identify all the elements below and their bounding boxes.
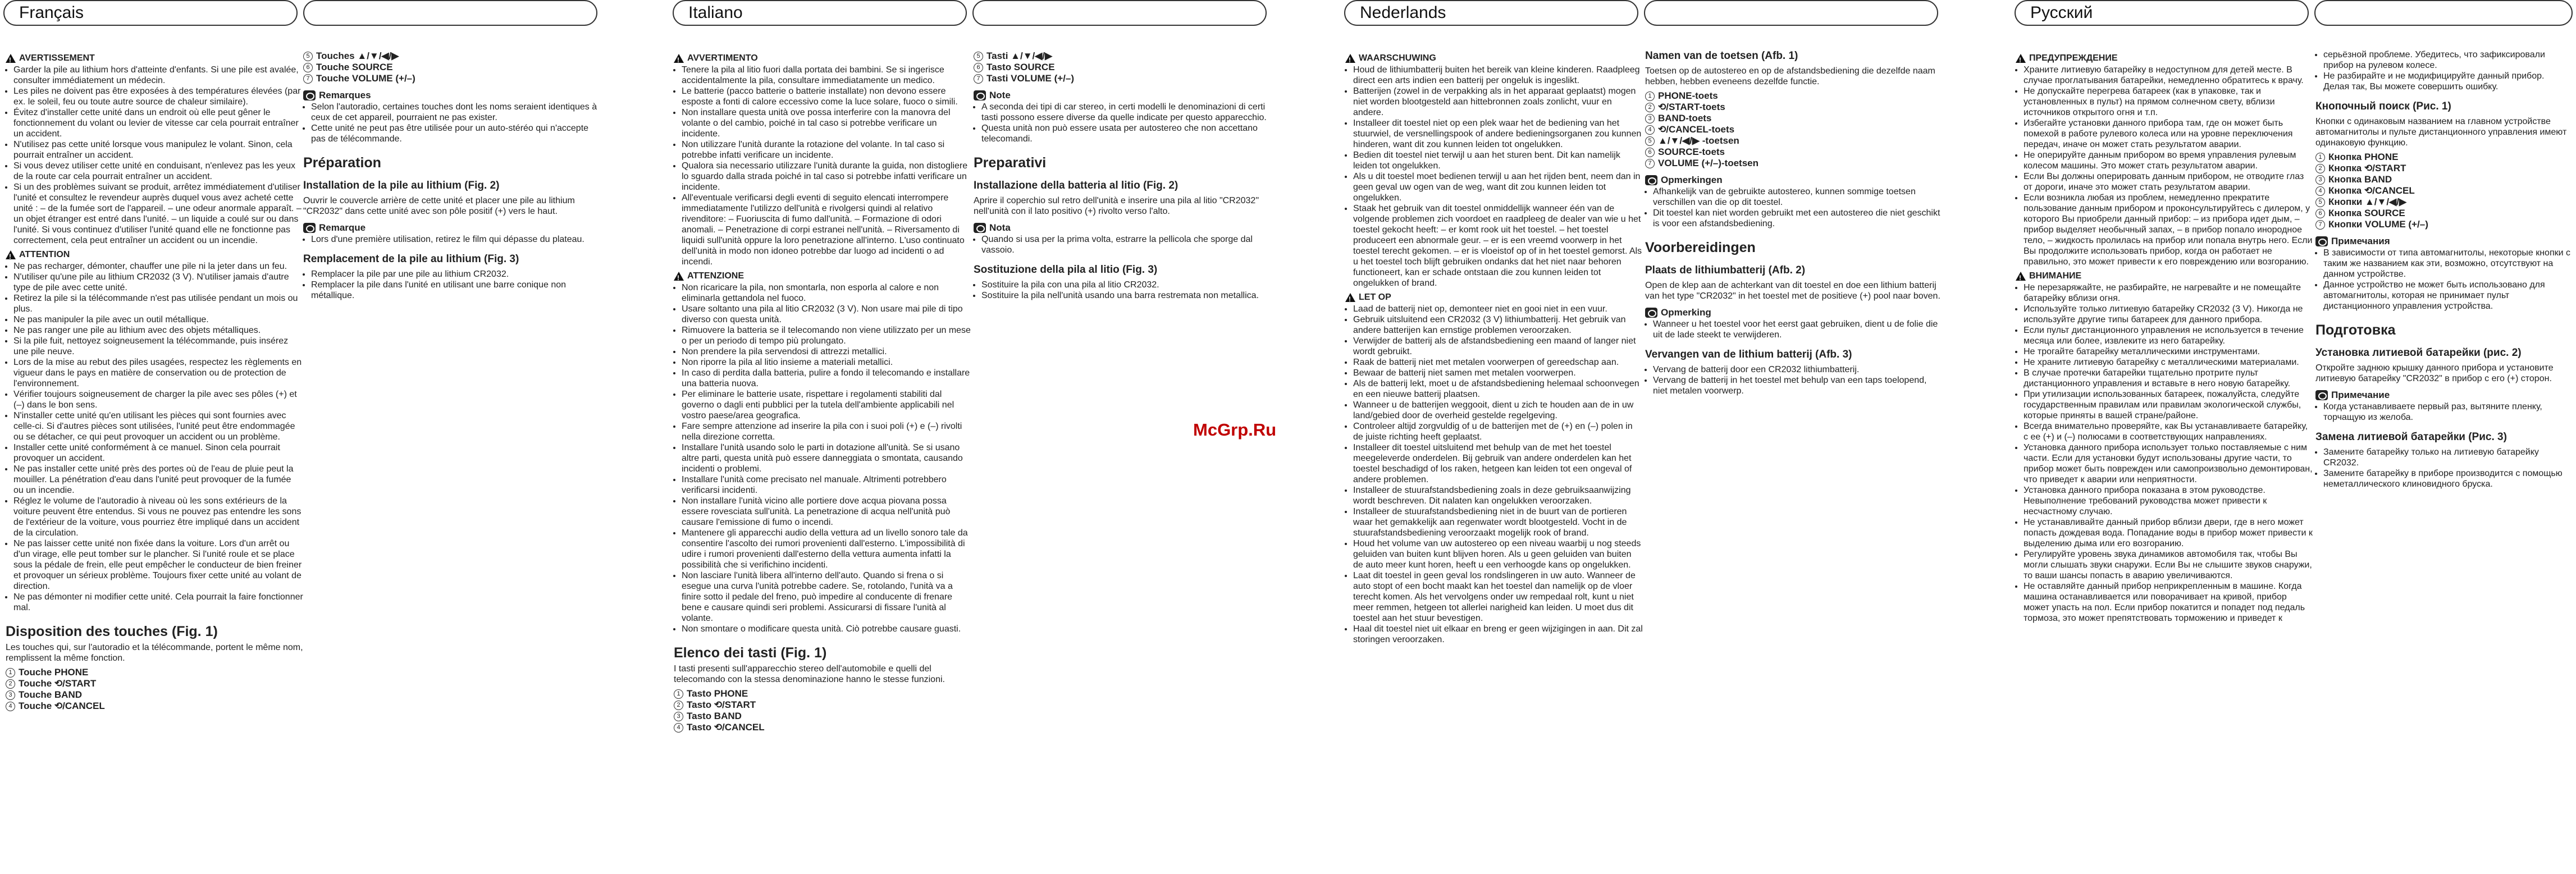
- key-number: 4: [674, 723, 683, 733]
- key-item: [303, 73, 601, 84]
- list-item: • Данное устройство не может быть использовано для автомагнитолы, которая не принимает пульт дистанционного управления устройства.: [2323, 280, 2572, 312]
- section-title: Подготовка: [2315, 322, 2396, 338]
- key-label: ⟲/START-toets: [1658, 102, 1725, 112]
- subsection-title: Plaats de lithiumbatterij (Afb. 2): [1645, 264, 1806, 276]
- key-label: BAND-toets: [1658, 113, 1712, 123]
- key-list: [674, 688, 971, 733]
- key-label: Touche VOLUME (+/–): [316, 73, 415, 84]
- list-item: • Храните литиевую батарейку в недоступном для детей месте. В случае проглатывания батарейки, немедленно обратитесь к врачу.: [2024, 65, 2313, 86]
- key-item: [2315, 219, 2572, 230]
- key-item: [1645, 147, 1943, 158]
- list-item: • Если Вы должны оперировать данным прибором, не отводите глаз от дороги, иначе это может стать результатом аварии.: [2024, 171, 2313, 193]
- key-item: [1645, 135, 1943, 147]
- key-label: SOURCE-toets: [1658, 147, 1725, 157]
- key-label: Tasti VOLUME (+/–): [986, 73, 1075, 84]
- key-item: [6, 689, 303, 701]
- list-item: • Verwijder de batterij als de afstandsbediening een maand of langer niet wordt gebruikt.: [1353, 336, 1643, 357]
- section-text: Les touches qui, sur l'autoradio et la télécommande, portent le même nom, remplissent la même fonction.: [6, 643, 303, 663]
- warning-list: [1345, 65, 1643, 289]
- list-item: • Sostituire la pila nell'unità usando una barra restremata non metallica.: [981, 290, 1271, 301]
- warning-icon: [674, 54, 684, 63]
- replace-list: [974, 280, 1271, 301]
- key-number: 2: [1645, 103, 1655, 112]
- key-number: 2: [6, 679, 15, 689]
- header-title: Русский: [2030, 3, 2093, 22]
- list-item: • Tenere la pila al litio fuori dalla portata dei bambini. Se si ingerisce accidentalmente la pila, consultare immediatamente un medico.: [682, 65, 971, 86]
- key-number: 4: [6, 702, 15, 711]
- key-item: [2315, 208, 2572, 219]
- note-heading: Примечания: [2315, 236, 2572, 246]
- list-item: • Installer cette unité conformément à ce manuel. Sinon cela pourrait provoquer un accident.: [13, 442, 303, 464]
- caution-list: [6, 261, 303, 613]
- list-item: • Per eliminare le batterie usate, rispettare i regolamenti stabiliti dal governo o dagli enti pubblici per la tutela dell'ambiente applicabili nel vostro paese/area geografica.: [682, 389, 971, 421]
- subsection-title: Namen van de toetsen (Afb. 1): [1645, 50, 1798, 62]
- list-item: • Non installare l'unità vicino alle portiere dove acqua piovana possa essere rovesciata sull'unità. La penetrazione di acqua nell'unità può causare l'emissione di fumo o incendi.: [682, 496, 971, 528]
- list-item: • Installeer dit toestel uitsluitend met behulp van de met het toestel meegeleverde onderdelen. Bij gebruik van andere onderdelen kan het toestel beschadigd of los raken, hetgeen kan leiden tot een ongeval of andere problemen.: [1353, 442, 1643, 485]
- list-item: • Als de batterij lekt, moet u de afstandsbediening helemaal schoonvegen en een nieuwe batterij plaatsen.: [1353, 378, 1643, 400]
- list-item: • Fare sempre attenzione ad inserire la pila con i suoi poli (+) e (–) rivolti nella direzione corretta.: [682, 421, 971, 442]
- list-item: • Sostituire la pila con una pila al litio CR2032.: [981, 280, 1271, 290]
- key-label: Tasto PHONE: [687, 688, 748, 699]
- list-item: • Замените батарейку в приборе производится с помощью неметаллического клиновидного бруска.: [2323, 468, 2572, 489]
- key-label: Кнопки VOLUME (+/–): [2328, 219, 2428, 230]
- note-list: [2315, 248, 2572, 312]
- list-item: • In caso di perdita dalla batteria, pulire a fondo il telecomando e installare una batteria nuova.: [682, 368, 971, 389]
- replace-list: [1645, 364, 1943, 396]
- note-list: [303, 234, 601, 245]
- list-item: • Если пульт дистанционного управления не используется в течение месяца или более, извлеките из него батарейку.: [2024, 325, 2313, 346]
- warning-icon: [1345, 293, 1355, 302]
- list-item: • Wanneer u de batterijen weggooit, dient u zich te houden aan de in uw land/gebied door de overheid gestelde regelgeving.: [1353, 400, 1643, 421]
- section-title: Elenco dei tasti (Fig. 1): [674, 645, 827, 661]
- list-item: • В зависимости от типа автомагнитолы, некоторые кнопки с таким же названием как эти, возможно, отсутствуют на данном устройстве.: [2323, 248, 2572, 280]
- ru-column-2: [2315, 49, 2572, 493]
- list-item: • Non riporre la pila al litio insieme a materiali metallici.: [682, 357, 971, 368]
- list-item: • Vérifier toujours soigneusement de charger la pile avec ses pôles (+) et (–) dans le bon sens.: [13, 389, 303, 410]
- list-item: • При утилизации использованных батареек, пожалуйста, следуйте государственным правилам или правилам экологической службы, которые приняты в вашей стране/районе.: [2024, 389, 2313, 421]
- note-icon: [303, 223, 316, 233]
- note-heading: Opmerking: [1645, 307, 1943, 318]
- key-item: [974, 73, 1271, 84]
- replace-list: [303, 269, 601, 301]
- header-russian: [2015, 0, 2309, 26]
- section-text: Откройте заднюю крышку данного прибора и установите литиевую батарейку "CR2032" в прибор с его (+) сторон.: [2315, 363, 2554, 383]
- list-item: • Staak het gebruik van dit toestel onmiddellijk wanneer één van de volgende problemen zich voordoet en raadpleeg de dealer van wie u het toestel gekocht heeft: – er komt rook uit het toestel. – het toestel produceert een abnormale geur. – er is een vreemd voorwerp in het toestel terecht gekomen. – er is vloeistof op of in het toestel gemorst. Als u het toestel toch blijft gebruiken ondanks dat het niet naar behoren functioneert, kan er schade ontstaan die zou kunnen leiden tot ongelukken of brand.: [1353, 203, 1643, 289]
- list-item: • Installare l'unità come precisato nel manuale. Altrimenti potrebbero verificarsi incidenti.: [682, 474, 971, 496]
- list-item: • Не трогайте батарейку металлическими инструментами.: [2024, 346, 2313, 357]
- warning-heading: ! WAARSCHUWING: [1345, 53, 1643, 63]
- list-item: • Installeer de stuurafstandsbediening niet in de buurt van de portieren waar het gemakkelijk aan regenwater wordt blootgesteld. Vocht in de stuurafstandsbediening veroorzaakt mogelijk rook of brand.: [1353, 506, 1643, 538]
- key-number: 5: [1645, 136, 1655, 146]
- key-number: 6: [1645, 148, 1655, 157]
- note-icon: [1645, 308, 1657, 318]
- note-list: [974, 102, 1271, 144]
- subsection-title: Remplacement de la pile au lithium (Fig. 3): [303, 253, 519, 265]
- key-number: 5: [974, 52, 983, 61]
- list-item: • Ne pas laisser cette unité non fixée dans la voiture. Lors d'un arrêt ou d'un virage, elle peut tomber sur le plancher. Si l'unité roule et se place sous la pédale de frein, elle peut empêcher le conducteur de bien freiner et provoquer un sérieux problème. Toujours fixer cette unité au volant de direction.: [13, 538, 303, 592]
- key-item: [974, 62, 1271, 73]
- nl-column-1: [1345, 49, 1643, 648]
- list-item: • Lors d'une première utilisation, retirez le film qui dépasse du plateau.: [311, 234, 601, 245]
- list-item: • Questa unità non può essere usata per autostereo che non accettano telecomandi.: [981, 123, 1271, 144]
- section-text: Aprire il coperchio sul retro dell'unità e inserire una pila al litio "CR2032" nell'unità con il lato positivo (+) rivolto verso l'alto.: [974, 196, 1259, 216]
- section-title: Préparation: [303, 155, 381, 171]
- fr-column-1: [6, 49, 303, 716]
- list-item: • Remplacer la pile par une pile au lithium CR2032.: [311, 269, 601, 280]
- fr-column-2: [303, 49, 601, 304]
- key-item: [674, 711, 971, 722]
- note-heading: Opmerkingen: [1645, 175, 1943, 185]
- note-icon: [2315, 390, 2328, 400]
- list-item: • Laad de batterij niet op, demonteer niet en gooi niet in een vuur.: [1353, 304, 1643, 314]
- section-title: Disposition des touches (Fig. 1): [6, 624, 218, 639]
- key-label: Touche BAND: [19, 689, 83, 700]
- list-item: • Bedien dit toestel niet terwijl u aan het sturen bent. Dit kan namelijk leiden tot ongelukken.: [1353, 150, 1643, 171]
- warning-icon: [6, 250, 16, 259]
- subsection-title: Кнопочный поиск (Рис. 1): [2315, 100, 2451, 112]
- list-item: • Dit toestel kan niet worden gebruikt met een autostereo die niet geschikt is voor een afstandsbediening.: [1653, 208, 1943, 229]
- note-heading: Nota: [974, 222, 1271, 233]
- warning-heading: ! AVERTISSEMENT: [6, 53, 303, 63]
- key-item: [1645, 158, 1943, 169]
- list-item: • Non ricaricare la pila, non smontarla, non esporla al calore e non eliminarla gettandola nel fuoco.: [682, 282, 971, 304]
- key-label: Tasti ▲/▼/◀/▶: [986, 51, 1053, 61]
- list-item: • Non lasciare l'unità libera all'interno dell'auto. Quando si frena o si esegue una curva l'unità potrebbe cadere. Se, rotolando, l'unità va a finire sotto il pedale del freno, può impedire al conducente di frenare bene e causare quindi seri problemi. Assicurarsi di fissare l'unità al volante.: [682, 570, 971, 624]
- key-item: [2315, 185, 2572, 196]
- list-item: • Ne pas démonter ni modifier cette unité. Cela pourrait la faire fonctionner mal.: [13, 592, 303, 613]
- caution-heading: ! LET OP: [1345, 292, 1643, 303]
- list-item: • All'eventuale verificarsi degli eventi di seguito elencati interrompere immediatamente l'utilizzo dell'unità e rivolgersi quindi al relativo rivenditore: – Fuoriuscita di fumo dall'unità. – Formazione di odori anomali. – Penetrazione di corpi estranei nell'unità. – Riversamento di liquidi sull'unità oppure la loro penetrazione all'interno. L'uso continuato dell'unità in modo non idoneo potrebbe dar luogo ad incidenti o ad incendi.: [682, 193, 971, 267]
- key-number: 3: [674, 712, 683, 721]
- it-column-1: [674, 49, 971, 738]
- list-item: • Non utilizzare l'unità durante la rotazione del volante. In tal caso si potrebbe infatti verificare un incidente.: [682, 139, 971, 161]
- nl-column-2: [1645, 49, 1943, 400]
- warning-icon: [2016, 54, 2026, 63]
- key-number: 4: [2315, 186, 2325, 196]
- list-item: • Garder la pile au lithium hors d'atteinte d'enfants. Si une pile est avalée, consulter immédiatement un médecin.: [13, 65, 303, 86]
- note-heading: Note: [974, 90, 1271, 100]
- list-item: • Si un des problèmes suivant se produit, arrêtez immédiatement d'utiliser l'unité et consultez le revendeur auprès duquel vous avez acheté cette unité : – de la fumée sort de l'appareil. – une odeur anormale apparaît. – un objet étranger est entré dans l'unité. – un liquide a coulé sur ou dans l'unité. Si vous continuez d'utiliser l'unité quand elle ne fonctionne pas correctement, cela peut entraîner un accident ou un incendie.: [13, 182, 303, 246]
- caution-heading: ! ATTENTION: [6, 249, 303, 260]
- key-item: [2315, 174, 2572, 185]
- header-italian: [673, 0, 967, 26]
- header-blank-1: [303, 0, 597, 26]
- list-item: • Установка данного прибора показана в этом руководстве. Невыполнение требований руководства может привести к несчастному случаю.: [2024, 485, 2313, 517]
- key-label: Tasto SOURCE: [986, 62, 1055, 72]
- list-item: • Als u dit toestel moet bedienen terwijl u aan het rijden bent, neem dan in geen geval uw ogen van de weg, want dit zou kunnen leiden tot ongelukken.: [1353, 171, 1643, 203]
- warning-list: [2016, 65, 2313, 267]
- list-item: • Houd de lithiumbatterij buiten het bereik van kleine kinderen. Raadpleeg direct een arts indien een batterij per ongeluk is ingeslikt.: [1353, 65, 1643, 86]
- key-number: 7: [1645, 159, 1655, 168]
- list-item: • Всегда внимательно проверяйте, как Вы устанавливаете батарейку, с ее (+) и (–) полюсами в соответствующих направлениях.: [2024, 421, 2313, 442]
- list-item: • Когда устанавливаете первый раз, вытяните пленку, торчащую из желоба.: [2323, 401, 2572, 423]
- caution-list: [674, 282, 971, 634]
- list-item: • Не перезаряжайте, не разбирайте, не нагревайте и не помещайте батарейку вблизи огня.: [2024, 282, 2313, 304]
- list-item: • Non installare questa unità ove possa interferire con la manovra del volante o del cambio, poiché in tal caso si potrebbe verificare un incidente.: [682, 107, 971, 139]
- section-title: Preparativi: [974, 155, 1047, 171]
- list-item: • Usare soltanto una pila al litio CR2032 (3 V). Non usare mai pile di tipo diverso con questa unità.: [682, 304, 971, 325]
- list-item: • Не разбирайте и не модифицируйте данный прибор. Делая так, Вы можете совершить ошибку.: [2323, 71, 2572, 92]
- header-dutch: [1344, 0, 1638, 26]
- key-item: [6, 701, 303, 712]
- list-item: • Le batterie (pacco batterie o batterie installate) non devono essere esposte a fonti di calore eccessivo come la luce solare, fuoco o simili.: [682, 86, 971, 107]
- warning-list: [674, 65, 971, 267]
- key-number: 5: [2315, 198, 2325, 207]
- list-item: • Non smontare o modificare questa unità. Ciò potrebbe causare guasti.: [682, 624, 971, 634]
- list-item: • Évitez d'installer cette unité dans un endroit où elle peut gêner le fonctionnement du volant ou levier de vitesse car cela pourrait entraîner un accident.: [13, 107, 303, 139]
- key-item: [1645, 124, 1943, 135]
- key-label: Tasto ⟲/CANCEL: [687, 722, 765, 733]
- header-blank-4: [2314, 0, 2573, 26]
- list-item: • Installeer de stuurafstandsbediening zoals in deze gebruiksaanwijzing wordt beschreven. Dit nalaten kan ongelukken veroorzaken.: [1353, 485, 1643, 506]
- list-item: • Si la pile fuit, nettoyez soigneusement la télécommande, puis insérez une pile neuve.: [13, 336, 303, 357]
- list-item: • Quando si usa per la prima volta, estrarre la pellicola che sporge dal vassoio.: [981, 234, 1271, 255]
- key-item: [6, 678, 303, 689]
- list-item: • Houd het volume van uw autostereo op een niveau waarbij u nog steeds geluiden van buiten kunt blijven horen. Als u geen geluiden van buiten de auto meer kunt horen, heeft u een verhoogde kans op ongelukken.: [1353, 538, 1643, 570]
- warning-icon: [6, 54, 16, 63]
- key-list: [1645, 90, 1943, 169]
- key-label: Кнопки ▲/▼/◀/▶: [2328, 196, 2406, 207]
- replace-list: [2315, 447, 2572, 489]
- ru-column-1: [2016, 49, 2313, 627]
- key-label: Кнопка ⟲/CANCEL: [2328, 185, 2415, 196]
- section-text: Toetsen op de autostereo en op de afstandsbediening die dezelfde naam hebben, hebben eveneens dezelfde functie.: [1645, 66, 1935, 86]
- warning-heading: ! ПРЕДУПРЕЖДЕНИЕ: [2016, 53, 2313, 63]
- list-item: • Избегайте установки данного прибора там, где он может быть помехой в работе рулевого колеса или на уровне переключения передач, иначе он может стать результатом аварии.: [2024, 118, 2313, 150]
- subsection-title: Vervangen van de lithium batterij (Afb. 3): [1645, 349, 1852, 360]
- key-label: Кнопка PHONE: [2328, 152, 2399, 162]
- list-item: • Qualora sia necessario utilizzare l'unità durante la guida, non distogliere lo sguardo dalla strada poiché in tal caso si potrebbe infatti verificare un incidente.: [682, 161, 971, 193]
- warning-list: [6, 65, 303, 246]
- key-number: 1: [6, 668, 15, 678]
- subsection-title: Sostituzione della pila al litio (Fig. 3): [974, 264, 1158, 276]
- key-list: [303, 51, 601, 84]
- list-item: • Remplacer la pile dans l'unité en utilisant une barre conique non métallique.: [311, 280, 601, 301]
- warning-icon: [674, 272, 684, 281]
- key-list: [974, 51, 1271, 84]
- list-item: • Afhankelijk van de gebruikte autostereo, kunnen sommige toetsen verschillen van die op dit toestel.: [1653, 186, 1943, 208]
- note-list: [1645, 186, 1943, 229]
- note-heading: Примечание: [2315, 390, 2572, 400]
- key-label: ▲/▼/◀/▶ -toetsen: [1658, 135, 1739, 146]
- list-item: • N'utilisez pas cette unité lorsque vous manipulez le volant. Sinon, cela pourrait entraîner un accident.: [13, 139, 303, 161]
- key-list: [6, 667, 303, 712]
- caution-list: [2016, 282, 2313, 624]
- list-item: • Не устанавливайте данный прибор вблизи двери, где в него может попасть дождевая вода. Попадание воды в прибор может привести к выделению дыма или его возгоранию.: [2024, 517, 2313, 549]
- list-item: • Non prendere la pila servendosi di attrezzi metallici.: [682, 346, 971, 357]
- key-number: 6: [303, 63, 313, 72]
- caution-heading: ! ATTENZIONE: [674, 271, 971, 281]
- list-item: • Ne pas manipuler la pile avec un outil métallique.: [13, 314, 303, 325]
- list-item: • Retirez la pile si la télécommande n'est pas utilisée pendant un mois ou plus.: [13, 293, 303, 314]
- key-number: 7: [2315, 220, 2325, 230]
- list-item: • A seconda dei tipi di car stereo, in certi modelli le denominazioni di certi tasti possono essere diverse da quelle indicate per questo apparecchio.: [981, 102, 1271, 123]
- key-number: 3: [1645, 114, 1655, 123]
- header-french: [3, 0, 298, 26]
- key-item: [674, 688, 971, 699]
- list-item: • Ne pas ranger une pile au lithium avec des objets métalliques.: [13, 325, 303, 336]
- list-item: • Rimuovere la batteria se il telecomando non viene utilizzato per un mese o per un periodo di tempo più prolungato.: [682, 325, 971, 346]
- list-item: • Установка данного прибора использует только поставляемые с ним части. Если для установки будут использованы другие части, то прибор может быть поврежден или самопроизвольно демонтирован, что приведет к аварии или неприятности.: [2024, 442, 2313, 485]
- section-text: Кнопки с одинаковым названием на главном устройстве автомагнитолы и пульте дистанционного управления имеют одинаковую функцию.: [2315, 117, 2567, 148]
- caution-list: [1345, 304, 1643, 645]
- list-item: • Замените батарейку только на литиевую батарейку CR2032.: [2323, 447, 2572, 468]
- list-item: • Bewaar de batterij niet samen met metalen voorwerpen.: [1353, 368, 1643, 378]
- key-label: Touche SOURCE: [316, 62, 393, 72]
- key-item: [1645, 113, 1943, 124]
- list-item: • Cette unité ne peut pas être utilisée pour un auto-stéréo qui n'accepte pas de télécommande.: [311, 123, 601, 144]
- subsection-title: Замена литиевой батарейки (Рис. 3): [2315, 431, 2507, 443]
- key-item: [2315, 163, 2572, 174]
- warning-icon: [2016, 272, 2026, 281]
- note-heading: Remarques: [303, 90, 601, 100]
- list-item: • Ne pas installer cette unité près des portes où de l'eau de pluie peut la mouiller. La pénétration d'eau dans l'unité peut provoquer de la fumée ou un incendie.: [13, 464, 303, 496]
- list-item: • Если возникла любая из проблем, немедленно прекратите пользование данным прибором и проконсультируйтесь с дилером, у которого Вы приобрели данный прибор: – из прибора идет дым, – прибор выделяет необычный запах, – в прибор попало инородное тело, – жидкость пролилась на прибор или попала внутрь него. Если Вы продолжите использовать прибор, когда он работает не правильно, это может привести к его повреждению или возгоранию.: [2024, 193, 2313, 267]
- key-label: Touche ⟲/START: [19, 678, 97, 689]
- section-text: Ouvrir le couvercle arrière de cette unité et placer une pile au lithium "CR2032" dans cette unité avec son pôle positif (+) vers le haut.: [303, 196, 575, 216]
- key-item: [6, 667, 303, 678]
- header-title: Nederlands: [1360, 3, 1446, 22]
- key-number: 3: [2315, 175, 2325, 185]
- list-item: • Mantenere gli apparecchi audio della vettura ad un livello sonoro tale da consentire l'ascolto dei rumori provenienti dall'esterno. L'impossibilità di udire i rumori provenienti dall'esterno della vettura aumenta infatti la possibilità che si verifichino incidenti.: [682, 528, 971, 570]
- key-label: Touche PHONE: [19, 667, 89, 678]
- note-list: [974, 234, 1271, 255]
- key-label: VOLUME (+/–)-toetsen: [1658, 158, 1759, 168]
- key-item: [1645, 90, 1943, 102]
- list-item: • N'installer cette unité qu'en utilisant les pièces qui sont fournies avec celle-ci. Si d'autres pièces sont utilisées, l'unité peut être endommagée ou se détacher, ce qui peut provoquer un accident ou un problème.: [13, 410, 303, 442]
- list-item: • Lors de la mise au rebut des piles usagées, respectez les règlements en vigueur dans le pays en matière de conservation ou de protection de l'environnement.: [13, 357, 303, 389]
- subsection-title: Installazione della batteria al litio (Fig. 2): [974, 180, 1179, 191]
- key-label: Кнопка BAND: [2328, 174, 2392, 185]
- list-item: • Не допускайте перегрева батареек (как в упаковке, так и установленных в пульт) на прямом солнечном свету, вблизи источников открытого огня и т.п.: [2024, 86, 2313, 118]
- key-number: 2: [674, 701, 683, 710]
- key-label: Кнопка ⟲/START: [2328, 163, 2406, 173]
- section-title: Voorbereidingen: [1645, 240, 1756, 255]
- key-item: [303, 62, 601, 73]
- key-label: Tasto ⟲/START: [687, 699, 756, 710]
- note-list: [303, 102, 601, 144]
- key-label: Кнопка SOURCE: [2328, 208, 2405, 218]
- list-item: • Si vous devez utiliser cette unité en conduisant, n'enlevez pas les yeux de la route car cela pourrait entraîner un accident.: [13, 161, 303, 182]
- key-number: 1: [1645, 91, 1655, 101]
- key-item: [2315, 196, 2572, 208]
- note-heading: Remarque: [303, 222, 601, 233]
- list-item: • серьёзной проблеме. Убедитесь, что зафиксировали прибор на рулевом колесе.: [2323, 49, 2572, 71]
- list-item: • Используйте только литиевую батарейку CR2032 (3 V). Никогда не используйте другие типы батареек для данного прибора.: [2024, 304, 2313, 325]
- key-item: [2315, 152, 2572, 163]
- key-item: [303, 51, 601, 62]
- note-icon: [974, 90, 986, 100]
- header-title: Italiano: [688, 3, 743, 22]
- warning-icon: [1345, 54, 1355, 63]
- list-item: • Laat dit toestel in geen geval los rondslingeren in uw auto. Wanneer de auto stopt of een bocht maakt kan het toestel dan namelijk op de vloer terecht komen. Als het vervolgens onder uw rempedaal rolt, kunt u niet meer remmen, hetgeen tot allerlei narigheid kan leiden. U moet dus dit toestel aan het stuur bevestigen.: [1353, 570, 1643, 624]
- section-text: Open de klep aan de achterkant van dit toestel en doe een lithium batterij van het type "CR2032" in het toestel met de positieve (+) pool naar boven.: [1645, 281, 1940, 301]
- list-item: • Raak de batterij niet met metalen voorwerpen of gereedschap aan.: [1353, 357, 1643, 368]
- list-item: • Installare l'unità usando solo le parti in dotazione all'unità. Se si usano altre parti, questa unità può essere danneggiata o smontata, causando incidenti o problemi.: [682, 442, 971, 474]
- list-item: • В случае протечки батарейки тщательно протрите пульт дистанционного управления и вставьте в него новую батарейку.: [2024, 368, 2313, 389]
- key-number: 6: [2315, 209, 2325, 218]
- list-item: • Batterijen (zowel in de verpakking als in het apparaat geplaatst) mogen niet worden blootgesteld aan hittebronnen zoals zonlicht, vuur en andere.: [1353, 86, 1643, 118]
- list-item: • Wanneer u het toestel voor het eerst gaat gebruiken, dient u de folie die uit de lade steekt te verwijderen.: [1653, 319, 1943, 340]
- list-item: • Haal dit toestel niet uit elkaar en breng er geen wijzigingen in aan. Dit zal storingen veroorzaken.: [1353, 624, 1643, 645]
- header-title: Français: [19, 3, 84, 22]
- key-number: 1: [2315, 153, 2325, 162]
- key-label: ⟲/CANCEL-toets: [1658, 124, 1735, 135]
- list-item: • Selon l'autoradio, certaines touches dont les noms seraient identiques à ceux de cet appareil, pourraient ne pas exister.: [311, 102, 601, 123]
- list-item: • N'utiliser qu'une pile au lithium CR2032 (3 V). N'utiliser jamais d'autre type de pile avec cette unité.: [13, 272, 303, 293]
- list-item: • Controleer altijd zorgvuldig of u de batterijen met de (+) en (–) polen in de juiste richting heeft geplaatst.: [1353, 421, 1643, 442]
- key-number: 7: [303, 74, 313, 84]
- key-number: 2: [2315, 164, 2325, 173]
- list-item: • Gebruik uitsluitend een CR2032 (3 V) lithiumbatterij. Het gebruik van andere batterijen kan ernstige problemen veroorzaken.: [1353, 314, 1643, 336]
- note-icon: [303, 90, 316, 100]
- section-text: I tasti presenti sull'apparecchio stereo dell'automobile e quelli del telecomando con la stessa denominazione hanno le stesse funzioni.: [674, 664, 945, 684]
- continued-list: [2315, 49, 2572, 92]
- key-label: Touche ⟲/CANCEL: [19, 701, 105, 711]
- key-list: [2315, 152, 2572, 230]
- subsection-title: Installation de la pile au lithium (Fig. 2): [303, 180, 500, 191]
- key-label: Tasto BAND: [687, 711, 742, 721]
- key-number: 7: [974, 74, 983, 84]
- key-number: 6: [974, 63, 983, 72]
- watermark: McGrp.Ru: [1193, 420, 1277, 440]
- list-item: • Vervang de batterij door een CR2032 lithiumbatterij.: [1653, 364, 1943, 375]
- it-column-2: [974, 49, 1271, 304]
- key-item: [674, 722, 971, 733]
- list-item: • Installeer dit toestel niet op een plek waar het de bediening van het stuurwiel, de versnellingspook of andere bedieningsorganen zou kunnen hinderen, want dit zou kunnen leiden tot ongelukken.: [1353, 118, 1643, 150]
- header-blank-2: [972, 0, 1267, 26]
- note-list: [2315, 401, 2572, 423]
- note-icon: [2315, 236, 2328, 246]
- list-item: • Vervang de batterij in het toestel met behulp van een taps toelopend, niet metalen voorwerp.: [1653, 375, 1943, 396]
- key-number: 5: [303, 52, 313, 61]
- key-label: PHONE-toets: [1658, 90, 1718, 101]
- list-item: • Не оставляйте данный прибор неприкрепленным в машине. Когда машина останавливается или поворачивает на кривой, прибор может упасть на пол. Если прибор покатится и попадет под педаль тормоза, это может препятствовать торможению и приведет к: [2024, 581, 2313, 624]
- note-list: [1645, 319, 1943, 340]
- note-icon: [974, 223, 986, 233]
- list-item: • Ne pas recharger, démonter, chauffer une pile ni la jeter dans un feu.: [13, 261, 303, 272]
- key-number: 4: [1645, 125, 1655, 135]
- key-item: [674, 699, 971, 711]
- key-item: [974, 51, 1271, 62]
- header-blank-3: [1644, 0, 1938, 26]
- key-item: [1645, 102, 1943, 113]
- list-item: • Не оперируйте данным прибором во время управления рулевым колесом машины. Это может стать результатом аварии.: [2024, 150, 2313, 171]
- caution-heading: ! ВНИМАНИЕ: [2016, 271, 2313, 281]
- key-number: 3: [6, 690, 15, 700]
- list-item: • Les piles ne doivent pas être exposées à des températures élevées (par ex. le soleil, feu ou toute autre source de chaleur similaire).: [13, 86, 303, 107]
- key-label: Touches ▲/▼/◀/▶: [316, 51, 399, 61]
- list-item: • Réglez le volume de l'autoradio à niveau où les sons extérieurs de la voiture peuvent être entendus. Si vous ne pouvez pas entendre les sons de l'extérieur de la voiture, vous pourriez être impliqué dans un accident de la circulation.: [13, 496, 303, 538]
- key-number: 1: [674, 689, 683, 699]
- list-item: • Не храните литиевую батарейку с металлическими материалами.: [2024, 357, 2313, 368]
- note-icon: [1645, 175, 1657, 185]
- subsection-title: Установка литиевой батарейки (рис. 2): [2315, 347, 2522, 359]
- list-item: • Регулируйте уровень звука динамиков автомобиля так, чтобы Вы могли слышать звуки снаружи. Если Вы не слышите звуков снаружи, то ваши шансы попасть в аварию увеличиваются.: [2024, 549, 2313, 581]
- warning-heading: ! AVVERTIMENTO: [674, 53, 971, 63]
